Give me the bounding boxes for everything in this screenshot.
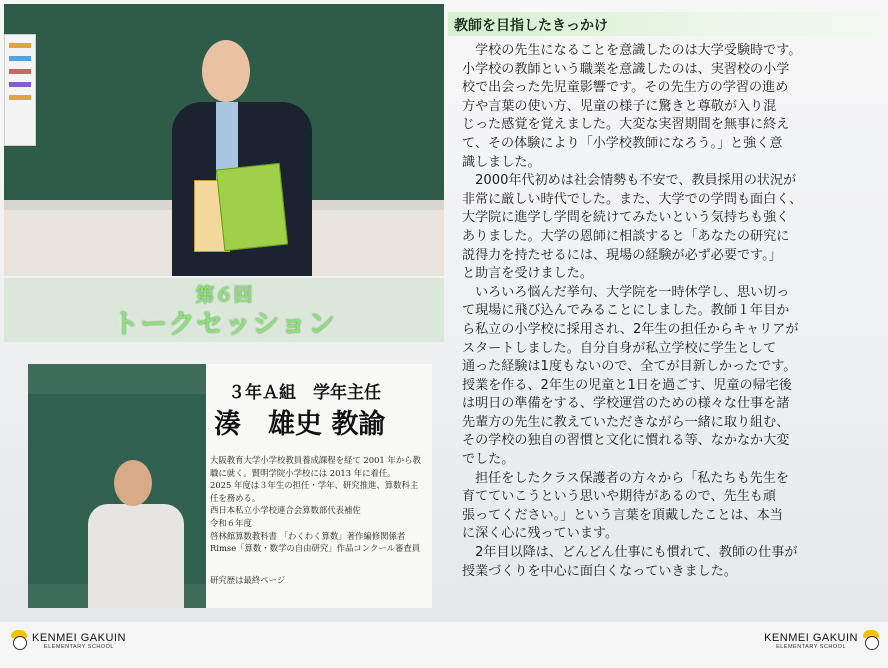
session-banner xyxy=(4,278,444,342)
article-line: 授業を作る、2年生の児童と1日を過ごす、児童の帰宅後 xyxy=(462,377,792,393)
brand-name: KENMEI GAKUIN xyxy=(32,632,126,644)
article-line: 方や言葉の使い方、児童の様子に驚きと尊敬が入り混 xyxy=(462,98,777,114)
article-line: ありました。大学の恩師に相談すると「あなたの研究に xyxy=(462,228,790,244)
article-line: 識しました。 xyxy=(462,154,541,170)
article-line: 学校の先生になることを意識したのは大学受験時です。 xyxy=(462,43,802,58)
article-line: 校で出会った先児童影響です。その先生方の学習の進め xyxy=(462,80,789,96)
teacher-portrait-photo xyxy=(4,4,444,276)
teacher-name: 湊 雄史 教諭 xyxy=(214,409,386,440)
research-history-note: 研究歴は最終ページ xyxy=(210,575,286,585)
teacher-figure xyxy=(172,40,312,276)
article-body xyxy=(462,42,882,581)
teacher-profile-card xyxy=(206,364,432,608)
footer xyxy=(0,622,888,668)
session-number: 第６回 xyxy=(195,284,253,306)
teacher-role: ３年Ａ組 学年主任 xyxy=(228,383,381,403)
bio-line: 西日本私立小学校連合会算数部代表補佐 xyxy=(210,505,361,516)
bio-line: 啓林館算数教科書 「わくわく算数」著作編修関係者 xyxy=(210,530,406,541)
article-line: じった感覚を覚えました。大変な実習期間を無事に終え xyxy=(462,117,790,133)
article-line: 通った経験は1度もないので、全てが目新しかったです。 xyxy=(462,359,797,375)
bio-line: 任を務める。 xyxy=(210,492,261,503)
bio-line: 令和６年度 xyxy=(210,517,252,528)
article-line: 担任をしたクラス保護者の方々から「私たちも先生を xyxy=(462,470,789,486)
article-line: 2年目以降は、どんどん仕事にも慣れて、教師の仕事が xyxy=(462,545,798,561)
article-line: 大学院に進学し学問を続けてみたいという気持ちも強く xyxy=(462,210,790,226)
bio-line: Rimse「算数・数学の自由研究」作品コンクール審査員 xyxy=(210,543,421,554)
article-line: は明日の準備をする、学校運営のための様々な仕事を諸 xyxy=(462,396,790,412)
article-line: 2000年代初めは社会情勢も不安で、教員採用の状況が xyxy=(462,173,797,189)
mascot-icon xyxy=(10,630,28,652)
article-line: スタートしました。自分自身が私立学校に学生として xyxy=(462,340,777,356)
teacher-bio xyxy=(210,454,430,555)
article-heading: 教師を目指したきっかけ xyxy=(454,18,608,34)
article-line: 小学校の教師という職業を意識したのは、実習校の小学 xyxy=(462,61,790,77)
brand-name: KENMEI GAKUIN xyxy=(764,632,858,644)
article-line: 張ってください。」という言葉を頂戴したことは、本当 xyxy=(462,507,783,523)
article-line: 非常に厳しい時代でした。また、大学での学問も面白く、 xyxy=(462,191,803,207)
school-logo-right xyxy=(760,630,880,652)
brand-subtitle: ELEMENTARY SCHOOL xyxy=(776,644,847,650)
bio-line: 大阪教育大学小学校教員養成課程を経て 2001 年から教 xyxy=(210,455,421,465)
article-line: でした。 xyxy=(462,452,515,468)
board-magnet-chart xyxy=(4,34,36,146)
article-line: 育てていこうという思いや期待があるので、先生も頑 xyxy=(462,489,776,505)
article-heading-bar xyxy=(448,12,884,36)
textbook-image xyxy=(216,163,288,251)
teacher-classroom-photo xyxy=(28,364,206,608)
session-title: トークセッション xyxy=(112,309,336,340)
article-line: て、その体験により「小学校教師になろう。」と強く意 xyxy=(462,135,783,151)
article-line: その学校の独自の習慣と文化に慣れる等、なかなか大変 xyxy=(462,433,790,449)
mascot-icon xyxy=(862,630,880,652)
article-line: 授業づくりを中心に面白くなっていきました。 xyxy=(462,563,737,579)
bio-line: 職に就く。賢明学院小学校には 2013 年に着任。 xyxy=(210,467,396,478)
brand-subtitle: ELEMENTARY SCHOOL xyxy=(43,644,114,650)
article-line: 先輩方の先生に教えていただきながら一緒に取り組む、 xyxy=(462,414,790,430)
school-logo-left xyxy=(10,630,130,652)
bio-line: 2025 年度は３年生の担任・学年、研究推進、算数科主 xyxy=(210,480,419,491)
article-line: ら私立の小学校に採用され、2年生の担任からキャリアが xyxy=(462,321,799,337)
article-line: に深く心に残っています。 xyxy=(462,526,619,542)
article-line: て現場に飛び込んでみることにしました。教師１年目か xyxy=(462,303,790,319)
article-line: と助言を受けました。 xyxy=(462,266,593,282)
article-line: いろいろ悩んだ挙句、大学院を一時休学し、思い切っ xyxy=(462,284,790,300)
article-line: 説得力を持たせるには、現場の経験が必ず必要です。」 xyxy=(462,247,782,263)
